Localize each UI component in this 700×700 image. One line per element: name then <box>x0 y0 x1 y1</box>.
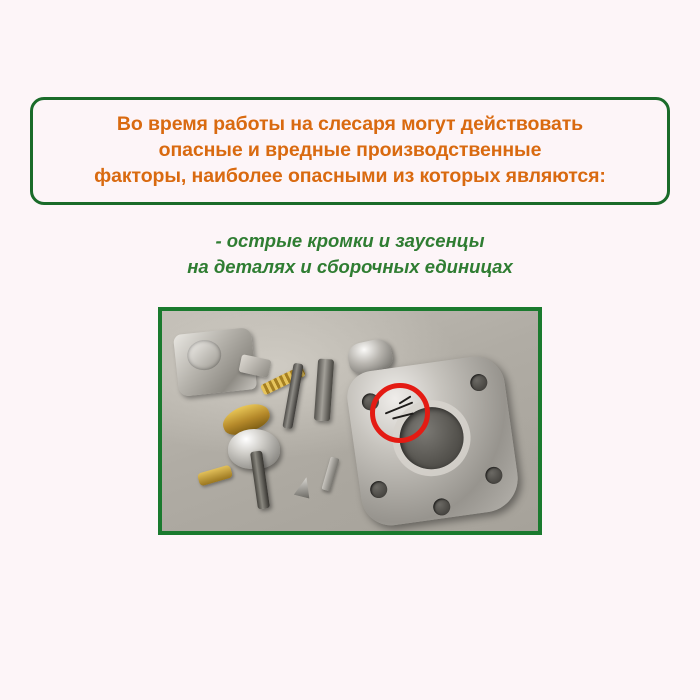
flange-bolt-hole <box>369 480 388 499</box>
part-small-pin <box>321 456 339 491</box>
subtitle-line-2: на деталях и сборочных единицах <box>187 256 513 278</box>
subtitle-line-1: - острые кромки и заусенцы <box>215 230 485 251</box>
flange-bolt-hole <box>432 497 451 516</box>
part-brass-cylinder <box>197 465 233 487</box>
photo-image <box>162 311 538 531</box>
photo-frame <box>158 307 542 535</box>
part-chrome-tip <box>294 475 314 498</box>
title-callout-box <box>30 97 670 205</box>
flange-bolt-hole <box>469 373 488 392</box>
flange-bolt-hole <box>484 466 503 485</box>
red-highlight-circle <box>370 383 430 443</box>
part-stepped-shaft <box>314 359 334 422</box>
callout-line-3: факторы, наиболее опасными из которых являются: <box>94 164 606 187</box>
callout-text <box>84 112 616 189</box>
callout-line-1: Во время работы на слесаря могут действовать <box>116 113 584 136</box>
part-flange-body <box>344 353 522 529</box>
subtitle-text <box>0 228 700 281</box>
callout-line-2: опасные и вредные производственные <box>158 139 542 162</box>
